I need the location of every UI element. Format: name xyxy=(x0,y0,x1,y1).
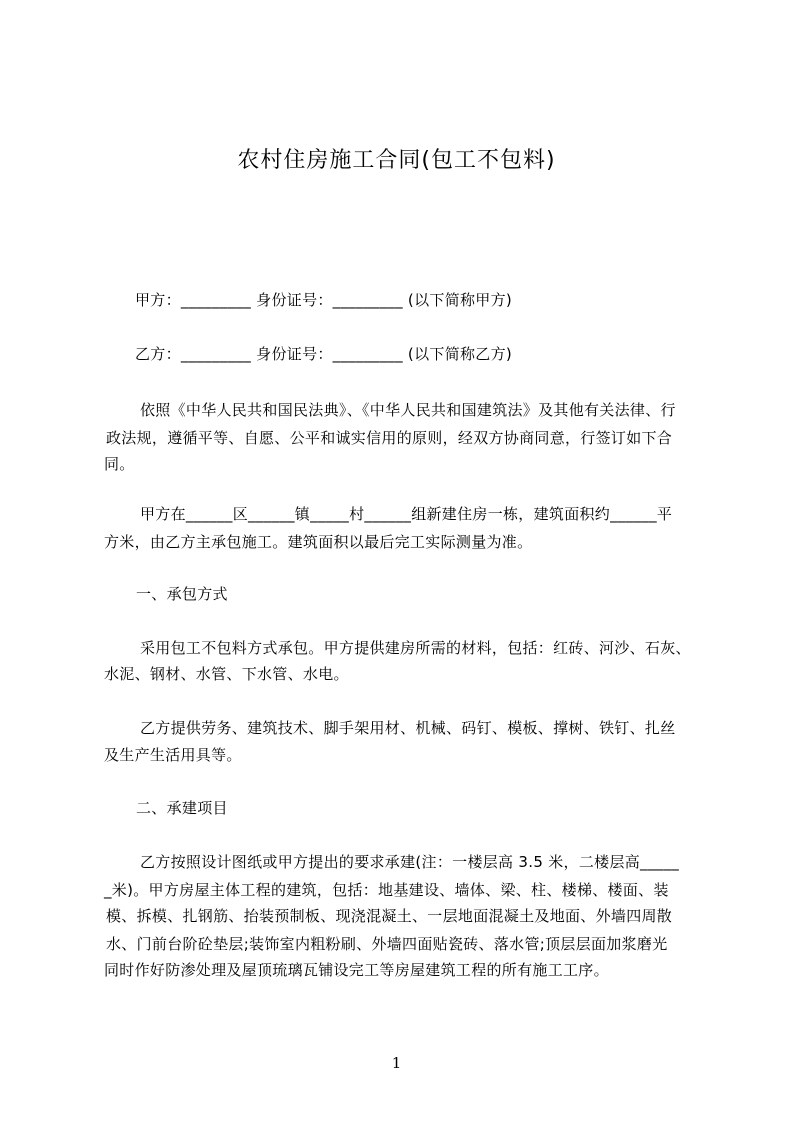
document-title: 农村住房施工合同(包工不包料) xyxy=(237,148,556,173)
section1-para2-line-2: 及生产生活用具等。 xyxy=(104,746,242,764)
party-b-line: 乙方：_________ 身份证号：_________ (以下简称乙方) xyxy=(135,345,513,363)
section2-para1-line-3: 模、拆模、扎钢筋、抬装预制板、现浇混凝土、一层地面混凝土及地面、外墙四周散 xyxy=(106,907,673,925)
section2-para1-line-5: 同时作好防渗处理及屋顶琉璃瓦铺设完工等房屋建筑工程的所有施工工序。 xyxy=(104,961,609,979)
location-line-1: 甲方在______区______镇_____村______组新建住房一栋，建筑面积约______平 xyxy=(140,505,673,523)
intro-line-1: 依照《中华人民共和国民法典》、《中华人民共和国建筑法》及其他有关法律、行 xyxy=(140,401,676,419)
party-a-line: 甲方：_________ 身份证号：_________ (以下简称甲方) xyxy=(135,291,513,309)
section2-para1-line-1: 乙方按照设计图纸或甲方提出的要求承建(注：一楼层高 3.5 米，二楼层高_____ xyxy=(140,853,680,871)
section1-para1-line-1: 采用包工不包料方式承包。甲方提供建房所需的材料，包括：红砖、河沙、石灰、 xyxy=(140,639,691,657)
section2-para1-line-2: _米)。甲方房屋主体工程的建筑，包括：地基建设、墙体、梁、柱、楼梯、楼面、装 xyxy=(104,881,669,899)
location-line-2: 方米，由乙方主承包施工。建筑面积以最后完工实际测量为准。 xyxy=(104,533,533,551)
section1-para2-line-1: 乙方提供劳务、建筑技术、脚手架用材、机械、码钉、模板、撑树、铁钉、扎丝 xyxy=(140,719,676,737)
section1-para1-line-2: 水泥、钢材、水管、下水管、水电。 xyxy=(104,665,349,683)
page-number: 1 xyxy=(391,1054,402,1072)
section1-heading: 一、承包方式 xyxy=(136,585,228,603)
intro-line-3: 同。 xyxy=(104,455,135,473)
intro-line-2: 政法规，遵循平等、自愿、公平和诚实信用的原则，经双方协商同意，行签订如下合 xyxy=(106,429,673,447)
section2-heading: 二、承建项目 xyxy=(136,799,228,817)
section2-para1-line-4: 水、门前台阶砼垫层;装饰室内粗粉刷、外墙四面贴瓷砖、落水管;顶层层面加浆磨光 xyxy=(106,935,668,953)
